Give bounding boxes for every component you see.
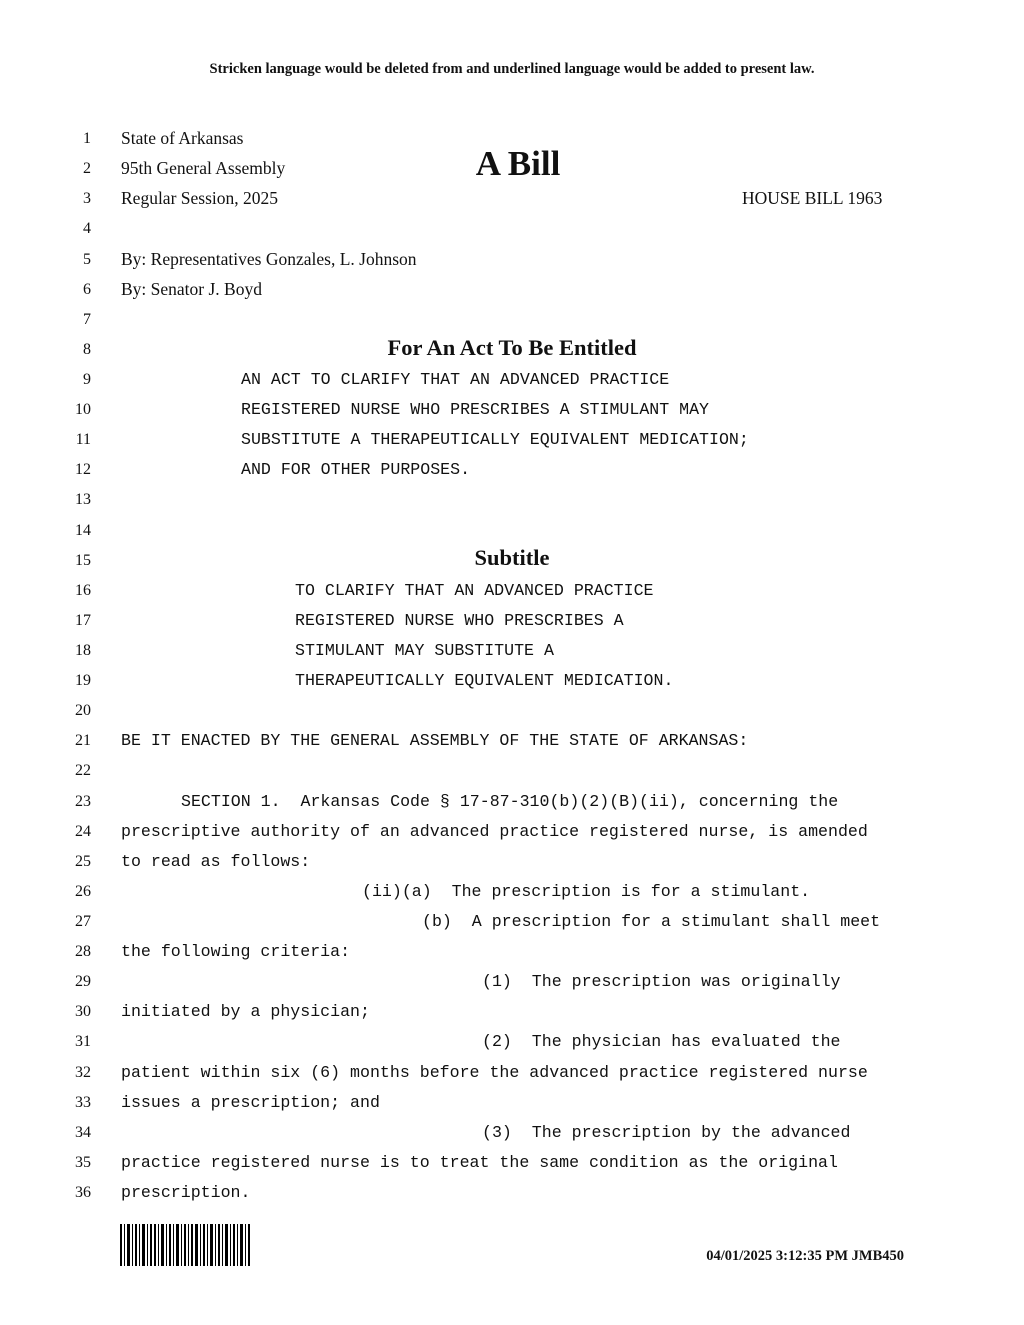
line-number: 15: [75, 552, 91, 569]
line-number: 31: [75, 1033, 91, 1050]
line-number: 6: [83, 281, 91, 298]
line-number: 30: [75, 1003, 91, 1020]
line-number: 26: [75, 883, 91, 900]
line-number: 27: [75, 913, 91, 930]
act-title-line: REGISTERED NURSE WHO PRESCRIBES A STIMULANT MAY: [241, 400, 710, 419]
line-number: 33: [75, 1094, 91, 1111]
line-number: 19: [75, 672, 91, 689]
subtitle-line: THERAPEUTICALLY EQUIVALENT MEDICATION.: [295, 671, 674, 690]
line-number: 21: [75, 732, 91, 749]
state-name: State of Arkansas: [121, 128, 244, 148]
line-number: 34: [75, 1124, 91, 1141]
line-number: 4: [83, 220, 91, 237]
line-number: 9: [83, 371, 91, 388]
body-line: initiated by a physician;: [121, 1002, 370, 1021]
body-line: (3) The prescription by the advanced: [482, 1123, 851, 1142]
line-number: 35: [75, 1154, 91, 1171]
line-number: 17: [75, 612, 91, 629]
act-title-line: AND FOR OTHER PURPOSES.: [241, 460, 471, 479]
line-number: 11: [75, 431, 91, 448]
line-number: 10: [75, 401, 91, 418]
title-heading: For An Act To Be Entitled: [387, 335, 637, 360]
line-number: 3: [83, 190, 91, 207]
line-number: 28: [75, 943, 91, 960]
line-number: 7: [83, 311, 91, 328]
bill-number: HOUSE BILL 1963: [742, 188, 883, 208]
body-line: prescription.: [121, 1183, 251, 1202]
line-number: 2: [83, 160, 91, 177]
body-line: the following criteria:: [121, 942, 351, 961]
subtitle-heading: Subtitle: [474, 545, 550, 570]
house-sponsors: By: Representatives Gonzales, L. Johnson: [121, 249, 417, 269]
body-line: practice registered nurse is to treat the same condition as the original: [121, 1153, 838, 1172]
line-number: 18: [75, 642, 91, 659]
body-line: (b) A prescription for a stimulant shall meet: [422, 912, 881, 931]
line-number: 23: [75, 793, 91, 810]
body-line: to read as follows:: [121, 852, 311, 871]
act-title-line: SUBSTITUTE A THERAPEUTICALLY EQUIVALENT MEDICATION;: [241, 430, 749, 449]
body-line: patient within six (6) months before the advanced practice registered nurse: [121, 1063, 868, 1082]
line-number: 29: [75, 973, 91, 990]
body-line: prescriptive authority of an advanced practice registered nurse, is amended: [121, 822, 868, 841]
subtitle-line: TO CLARIFY THAT AN ADVANCED PRACTICE: [295, 581, 654, 600]
body-line: (1) The prescription was originally: [482, 972, 841, 991]
law-change-notice: Stricken language would be deleted from and underlined language would be added to present law.: [209, 61, 815, 77]
document-type-title: A Bill: [475, 144, 561, 183]
line-number: 13: [75, 491, 91, 508]
line-number: 1: [83, 130, 91, 147]
line-number: 14: [75, 522, 91, 539]
senate-sponsor: By: Senator J. Boyd: [121, 279, 262, 299]
line-number: 12: [75, 461, 91, 478]
line-number: 20: [75, 702, 91, 719]
line-number: 16: [75, 582, 91, 599]
body-line: SECTION 1. Arkansas Code § 17-87-310(b)(2)(B)(ii), concerning the: [181, 792, 839, 811]
body-line: issues a prescription; and: [121, 1093, 380, 1112]
line-number: 24: [75, 823, 91, 840]
line-number: 32: [75, 1064, 91, 1081]
document-timestamp: 04/01/2025 3:12:35 PM JMB450: [706, 1248, 904, 1264]
body-line: (ii)(a) The prescription is for a stimulant.: [362, 882, 811, 901]
enacting-clause: BE IT ENACTED BY THE GENERAL ASSEMBLY OF THE STATE OF ARKANSAS:: [121, 731, 749, 750]
subtitle-line: STIMULANT MAY SUBSTITUTE A: [295, 641, 554, 660]
body-line: (2) The physician has evaluated the: [482, 1032, 841, 1051]
line-number: 25: [75, 853, 91, 870]
act-title-line: AN ACT TO CLARIFY THAT AN ADVANCED PRACTICE: [241, 370, 670, 389]
barcode-icon: [120, 1224, 250, 1266]
subtitle-line: REGISTERED NURSE WHO PRESCRIBES A: [295, 611, 624, 630]
line-number: 22: [75, 762, 91, 779]
line-number: 8: [83, 341, 91, 358]
line-number: 36: [75, 1184, 91, 1201]
line-number: 5: [83, 251, 91, 268]
general-assembly: 95th General Assembly: [121, 158, 286, 178]
session: Regular Session, 2025: [121, 188, 279, 208]
